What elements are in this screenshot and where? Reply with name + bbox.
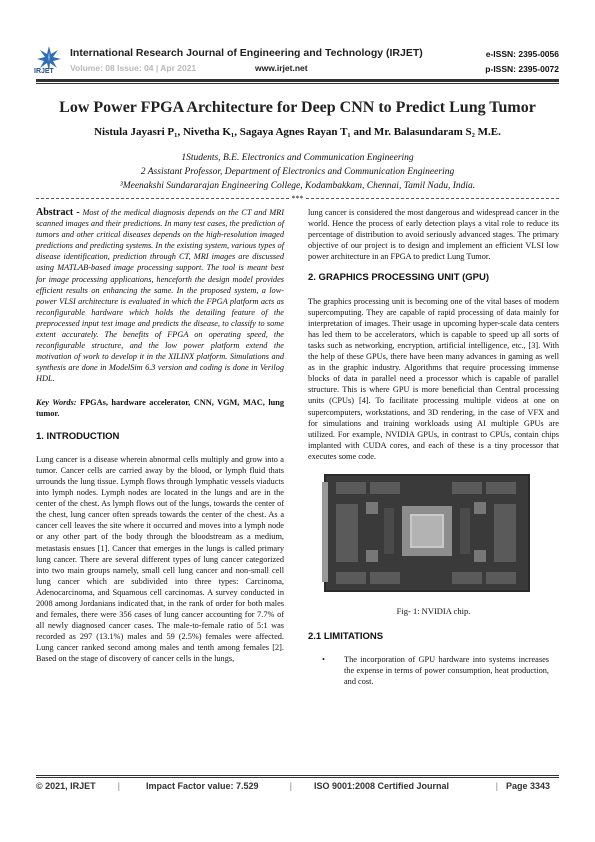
introduction-text: Lung cancer is a disease wherein abnormal cells multiply and grow into a tumor. Cancer cells are carried away by the blood, or lymph fluid thats urrounds the lung tissue. Lymph flows through lymphatic vessels viaducts into lymph nodes. Lymph nodes are located in the lungs and are in the center of the chest. As lymph flows out of the lungs, towards the center of the chest, lung cancer often spreads towards the center of the chest. As a cancer cell leaves the site where it occurred and moves into a lymph node or any other part of the body through the bloodstream as a medium, metastasis ensues [1]. Cancer that emerges in the lungs is called primary lung cancer. There are several different types of lung cancer categorized into two main groups namely, small cell lung cancer and non-small cell lung cancer which are subdivided into three types: Carcinoma, Adenocarcinoma, and Squamous cell carcinomas. A survey conducted in 2008 among Jordanians indicated that, in the rank of order for both males and females, there were 356 cases of lung cancer accounting for 7.7% of all newly diagnosed cancer cases. The male-to-female ratio of 5:1 was recorded as 297 (13.1%) males and 59 (2.5%) females were affected. Lung cancer ranked second among males and tenth among females [2]. Based on the stage of discovery of cancer cells in the lungs, [36,454,284,664]
keywords-value: FPGAs, hardware accelerator, CNN, VGM, MAC, lung tumor. [36,397,285,418]
e-issn: e-ISSN: 2395-0056 [485,49,559,59]
footer-divider: | [496,781,498,791]
abstract-label: Abstract - [36,207,80,218]
paper-authors: Nistula Jayasri P₁, Nivetha K₁, Sagaya Agnes Rayan T₁ and Mr. Balasundaram S₂ M.E. [94,126,501,138]
figure-caption: Fig- 1: NVIDIA chip. [396,605,471,616]
section-heading-limitations: 2.1 LIMITATIONS [308,631,384,643]
p-issn: p-ISSN: 2395-0072 [485,64,559,74]
volume-issue: Volume: 08 Issue: 04 | Apr 2021 [70,63,197,73]
affiliation-2: 2 Assistant Professor, Department of Electronics and Communication Engineering [140,167,455,177]
footer-rule-thin [36,777,559,778]
limitations-list [308,654,559,687]
abstract-text: Most of the medical diagnosis depends on the CT and MRI scanned images and their predictions. In many test cases, the prediction of tumors and other critical diseases depends on the high-resolution imaged predictions and predicting systems. In the existing system, various types of disease identification, prediction through CT, MRI images are discussed using MATLAB-based image processing support. The tool is meant best for image processing applications, henceforth the design model provides efficient results on enhancing the same. In the proposed system, a low-power VLSI architecture is evaluated in which the FPGA platform acts as reconfigurable hardware which holds the detailing feature of the preprocessed input test image and predicts the disease, to classify to some extent accurately. The benefits of FPGA on operating speed, the reconfigurable structure, and the low power platform extend the motivation of work to develop it in the XILINX platform. Simulations and synthesis are done in ModelSim 6.3 version and coding is done in Verilog HDL. [36,208,284,384]
keywords [36,397,284,419]
gpu-text: The graphics processing unit is becoming one of the vital bases of modern supercomputing. They are capable of rapid processing of data mainly for interpretation of images. Their usage in upcoming hyper-scale data centers has led them to be accelerators, which is capable to speed up all sorts of tasks such as networking, encryption, artificial intelligence, etc., [3]. With the help of these GPUs, there have been many advances in gaming as well as in the graphic industry. Algorithms that require processing immense blocks of data in parallel need a processor which is capable of parallel structure. This is where GPU is more beneficial than Central processing units (CPUs) [4]. To facilitate processing multiple videos at one on supercomputers, workstations, and 3D rendering, in the case of VFX and for simulations and training workloads using AI multiple GPUs are utilized. For example, NVIDIA GPUs, in contrast to CPUs, contain chips implanted with CUDA cores, and each of these is a tiny processor that executes some code. [308,296,559,461]
header-rule-thin [36,83,559,84]
footer-impact-factor: Impact Factor value: 7.529 [146,781,259,791]
left-column [36,207,284,665]
section-heading-introduction: 1. INTRODUCTION [36,430,120,442]
journal-name: International Research Journal of Engineering and Technology (IRJET) [70,47,423,59]
footer-iso: ISO 9001:2008 Certified Journal [314,781,450,791]
abstract [36,207,284,385]
footer-divider: | [290,781,292,791]
journal-url[interactable]: www.irjet.net [255,63,308,73]
footer-divider: | [118,781,120,791]
introduction-continued: lung cancer is considered the most dangerous and widespread cancer in the world. Hence the process of early detection plays a vital role to reduce its percentage of distribution to avoid seriously advanced stages. The primary objective of our project is to design and implement an efficient VLSI low power architecture in an FPGA to predict Lung Tumor. [308,208,559,262]
section-heading-gpu: 2. GRAPHICS PROCESSING UNIT (GPU) [308,272,490,284]
keywords-label: Key Words: [36,397,77,407]
footer-rule [36,775,559,776]
footer-copyright: © 2021, IRJET [36,781,96,791]
affiliation-1: 1Students, B.E. Electronics and Communication Engineering [181,153,414,163]
affiliation-3: ³Meenakshi Sundararajan Engineering College, Kodambakkam, Chennai, Tamil Nadu, India. [119,181,476,191]
separator: *** [36,195,559,203]
footer-page-number: Page 3343 [506,781,551,791]
nvidia-chip-image [322,468,532,598]
list-item: • The incorporation of GPU hardware into systems increases the expense in terms of power consumption, heat production, and cost. [308,654,559,687]
right-column [308,207,559,687]
header-rule [36,79,559,82]
paper-title: Low Power FPGA Architecture for Deep CNN to Predict Lung Tumor [59,99,536,116]
logo-text: IRJET [34,68,54,75]
